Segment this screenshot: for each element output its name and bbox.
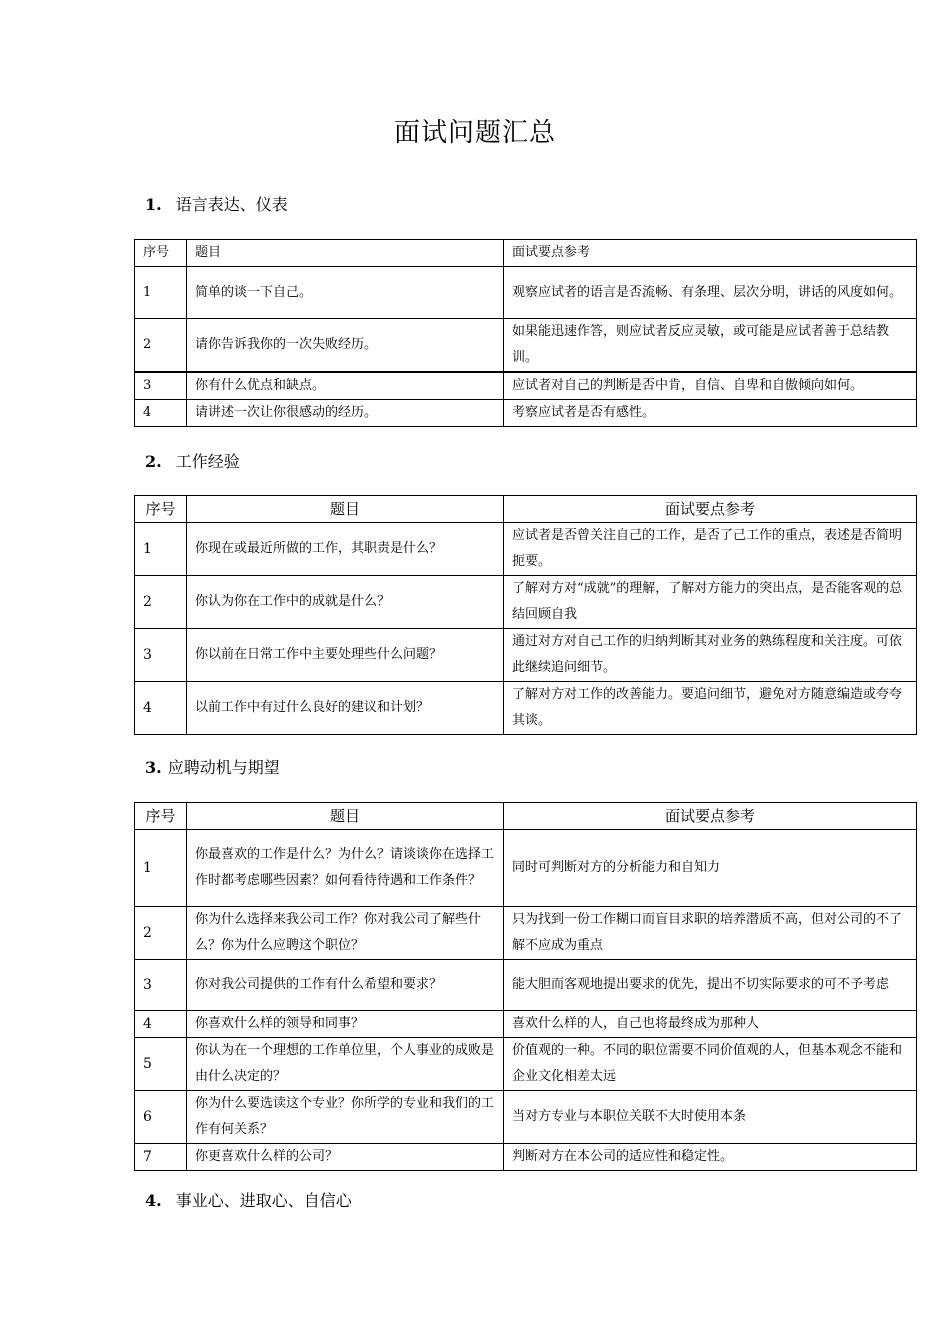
row-number: 2 [135,319,187,373]
section-title: 应聘动机与期望 [167,758,280,777]
row-number: 2 [135,907,187,960]
row-question: 请你告诉我你的一次失败经历。 [187,319,504,373]
table-header-row [135,240,917,267]
table-row [135,400,917,427]
row-question: 你更喜欢什么样的公司？ [187,1144,504,1171]
row-number: 3 [135,629,187,682]
row-question: 你为什么选择来我公司工作？你对我公司了解些什么？你为什么应聘这个职位？ [187,907,504,960]
section-number: 3. [145,758,162,777]
header-question: 题目 [187,496,504,523]
table-row [135,1038,917,1091]
table-row [135,629,917,682]
row-number: 5 [135,1038,187,1091]
row-question: 你对我公司提供的工作有什么希望和要求？ [187,960,504,1011]
row-reference: 能大胆而客观地提出要求的优先，提出不切实际要求的可不予考虑 [504,960,917,1011]
row-question: 你喜欢什么样的领导和同事？ [187,1011,504,1038]
table-row [135,267,917,319]
row-number: 4 [135,1011,187,1038]
section-2-table [134,495,917,735]
header-reference: 面试要点参考 [504,240,917,267]
row-question: 你以前在日常工作中主要处理些什么问题？ [187,629,504,682]
row-question: 以前工作中有过什么良好的建议和计划？ [187,682,504,735]
row-reference: 喜欢什么样的人，自己也将最终成为那种人 [504,1011,917,1038]
section-number: 2. [145,452,162,471]
table-row [135,372,917,400]
section-title: 语言表达、仪表 [175,195,288,214]
row-number: 2 [135,576,187,629]
row-number: 7 [135,1144,187,1171]
row-reference: 如果能迅速作答，则应试者反应灵敏，或可能是应试者善于总结教训。 [504,319,917,373]
section-3-table [134,802,917,1171]
row-question: 你有什么优点和缺点。 [187,372,504,400]
table-header-row [135,496,917,523]
section-title: 工作经验 [175,452,240,471]
row-reference: 同时可判断对方的分析能力和自知力 [504,830,917,907]
row-reference: 观察应试者的语言是否流畅、有条理、层次分明，讲话的风度如何。 [504,267,917,319]
row-reference: 只为找到一份工作糊口而盲目求职的培养潜质不高，但对公司的不了解不应成为重点 [504,907,917,960]
header-no: 序号 [135,496,187,523]
row-reference: 应试者是否曾关注自己的工作，是否了己工作的重点，表述是否简明扼要。 [504,523,917,576]
row-question: 你为什么要选读这个专业？你所学的专业和我们的工作有何关系？ [187,1091,504,1144]
table-header-row [135,803,917,830]
row-reference: 价值观的一种。不同的职位需要不同价值观的人，但基本观念不能和企业文化相差太远 [504,1038,917,1091]
table-row [135,830,917,907]
header-reference: 面试要点参考 [504,496,917,523]
section-heading-2 [145,449,240,472]
row-number: 1 [135,267,187,319]
row-reference: 判断对方在本公司的适应性和稳定性。 [504,1144,917,1171]
row-reference: 通过对方对自己工作的归纳判断其对业务的熟练程度和关注度。可依此继续追问细节。 [504,629,917,682]
header-reference: 面试要点参考 [504,803,917,830]
header-no: 序号 [135,240,187,267]
table-row [135,1144,917,1171]
header-question: 题目 [187,803,504,830]
table-row [135,576,917,629]
row-question: 你现在或最近所做的工作，其职责是什么？ [187,523,504,576]
row-reference: 了解对方对工作的改善能力。要追问细节，避免对方随意编造或夸夸其谈。 [504,682,917,735]
section-1-table [134,239,917,427]
section-heading-4 [145,1188,352,1211]
row-question: 你认为你在工作中的成就是什么？ [187,576,504,629]
row-reference: 当对方专业与本职位关联不大时使用本条 [504,1091,917,1144]
table-row [135,523,917,576]
row-number: 1 [135,830,187,907]
row-question: 你认为在一个理想的工作单位里，个人事业的成败是由什么决定的？ [187,1038,504,1091]
row-question: 简单的谈一下自己。 [187,267,504,319]
row-reference: 了解对方对“成就”的理解，了解对方能力的突出点，是否能客观的总结回顾自我 [504,576,917,629]
table-row [135,1011,917,1038]
page-title: 面试问题汇总 [393,118,556,148]
header-question: 题目 [187,240,504,267]
section-title: 事业心、进取心、自信心 [175,1191,352,1210]
section-heading-1 [145,192,288,215]
section-number: 4. [145,1191,162,1210]
row-question: 你最喜欢的工作是什么？为什么？请谈谈你在选择工作时都考虑哪些因素？如何看待待遇和工作条件？ [187,830,504,907]
row-number: 3 [135,960,187,1011]
row-number: 1 [135,523,187,576]
row-reference: 考察应试者是否有感性。 [504,400,917,427]
table-row [135,1091,917,1144]
table-row [135,319,917,373]
row-question: 请讲述一次让你很感动的经历。 [187,400,504,427]
row-number: 6 [135,1091,187,1144]
row-number: 3 [135,372,187,400]
section-heading-3 [145,755,280,778]
header-no: 序号 [135,803,187,830]
section-number: 1. [145,195,162,214]
table-row [135,907,917,960]
table-row [135,682,917,735]
table-row [135,960,917,1011]
row-number: 4 [135,682,187,735]
row-number: 4 [135,400,187,427]
row-reference: 应试者对自己的判断是否中肯，自信、自卑和自傲倾向如何。 [504,372,917,400]
